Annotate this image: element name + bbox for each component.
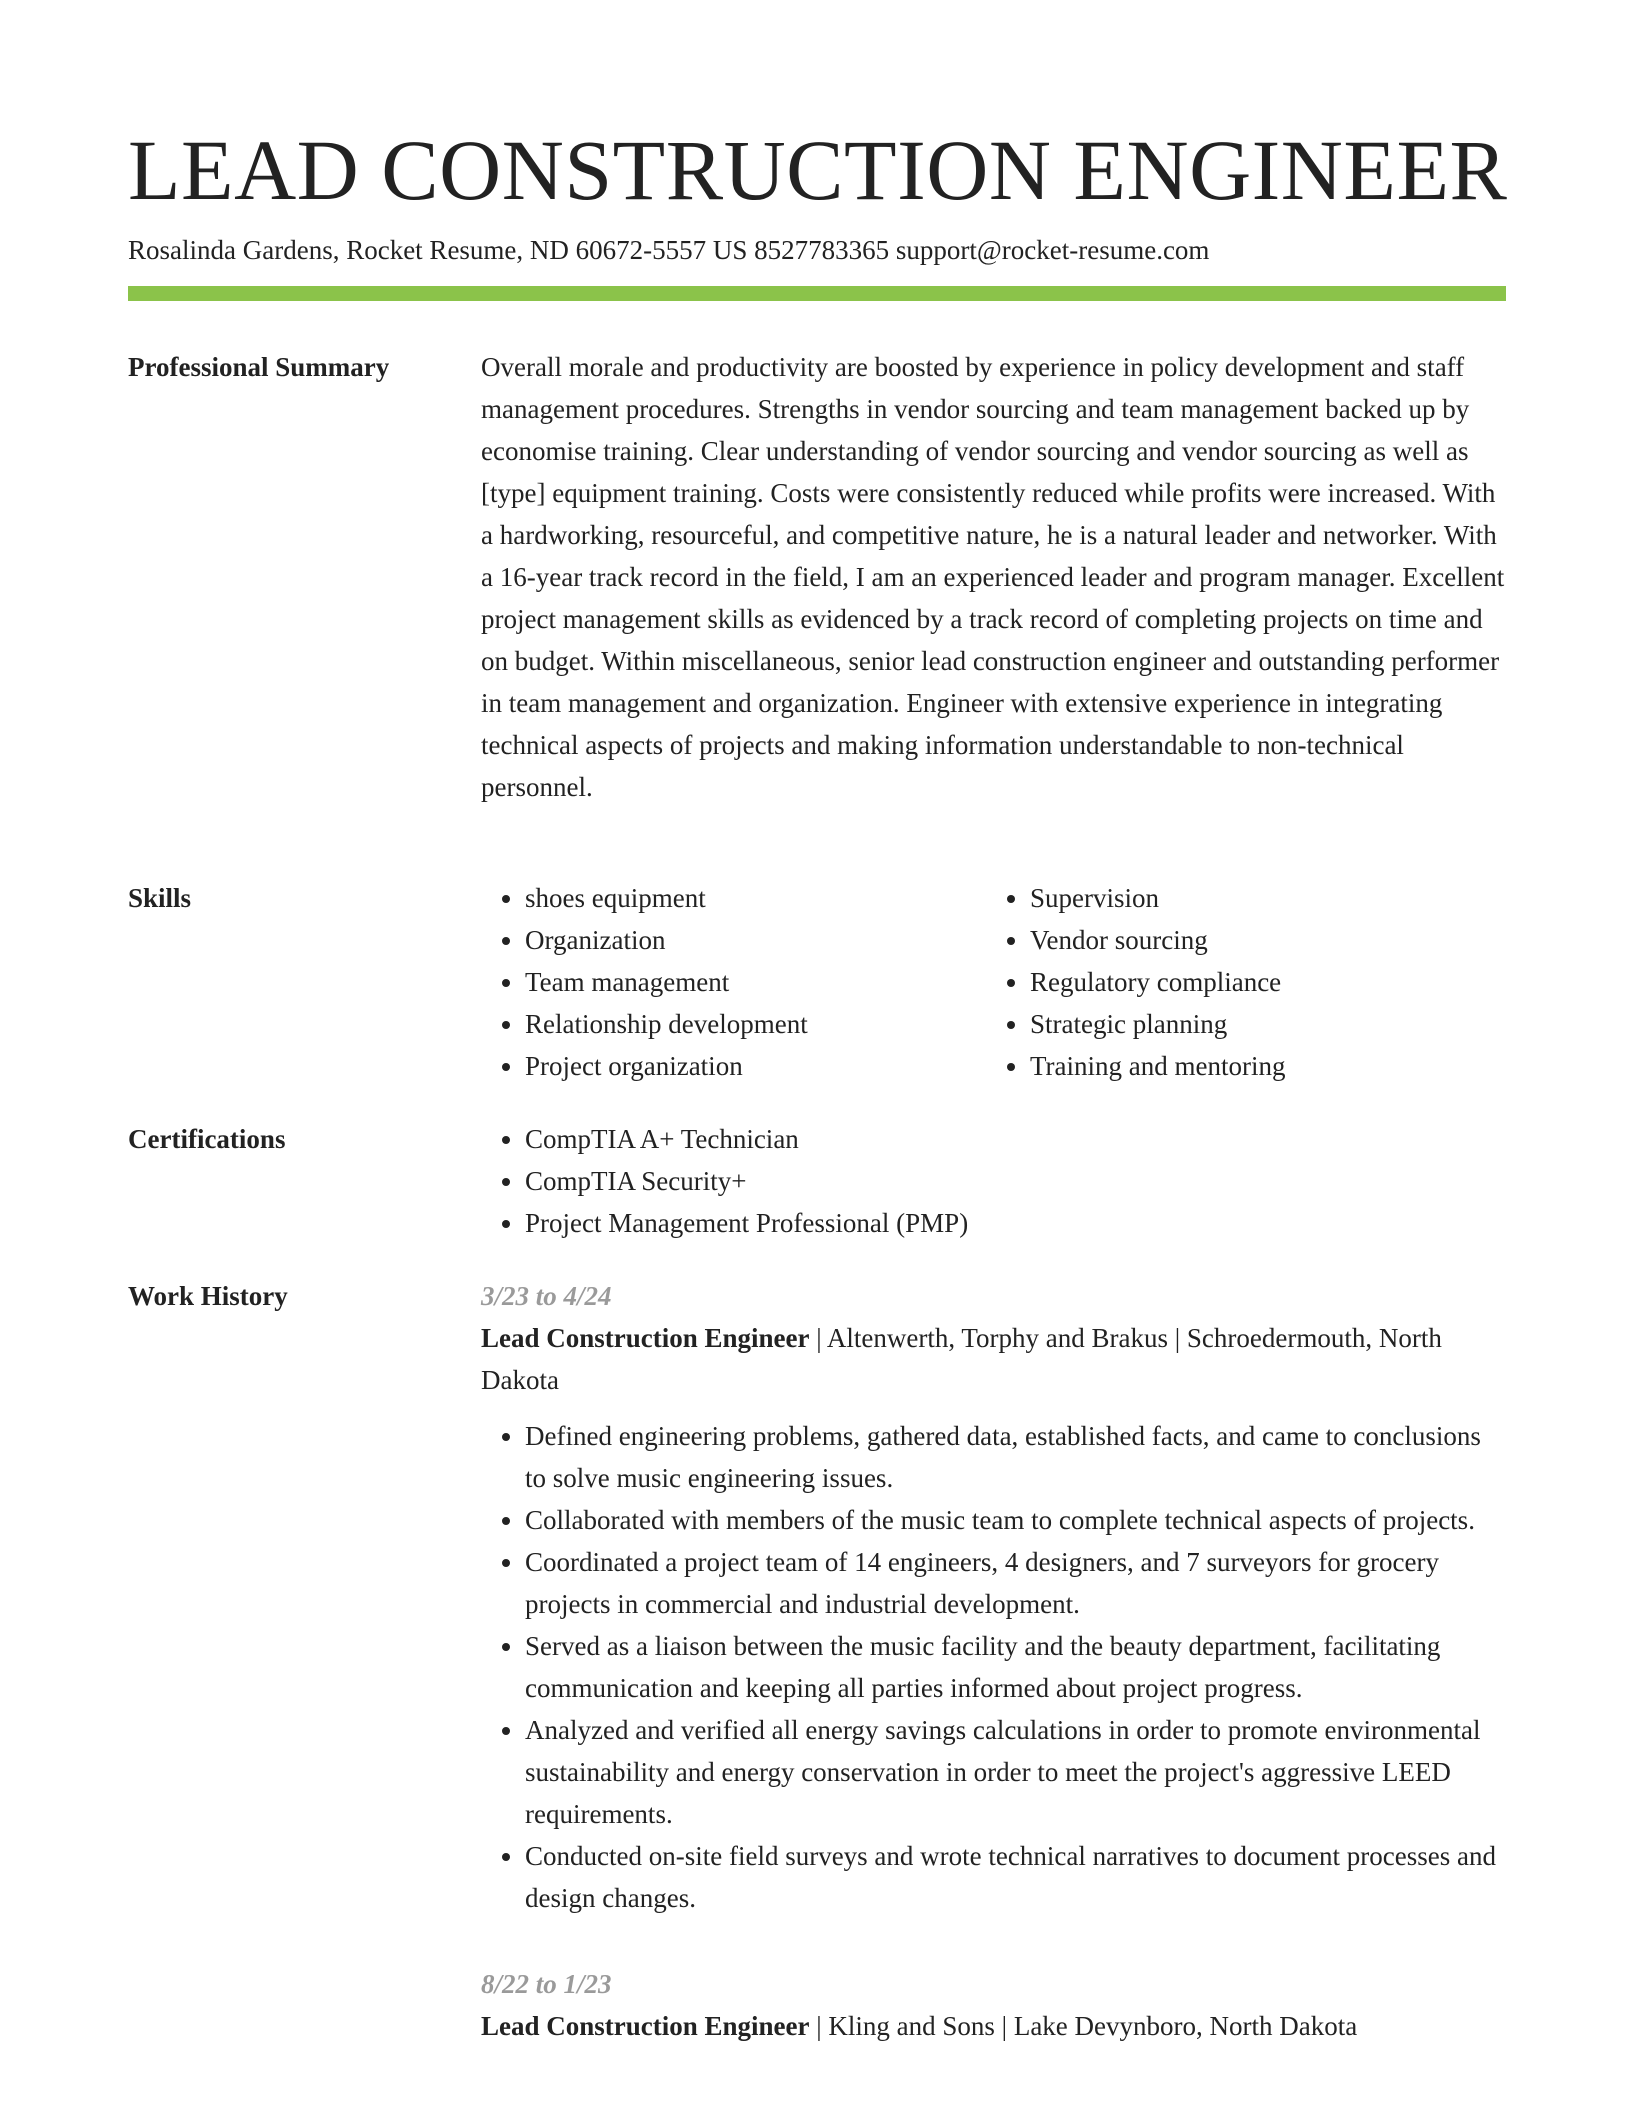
skill-item: • Organization <box>525 919 986 961</box>
skill-item: • Supervision <box>1030 877 1491 919</box>
job-bullets <box>481 1415 1506 1919</box>
skill-item: • Vendor sourcing <box>1030 919 1491 961</box>
job-bullet: • Conducted on-site field surveys and wrote technical narratives to document processes and design changes. <box>525 1835 1506 1919</box>
skills-column-left <box>481 877 986 1087</box>
certifications-body <box>481 1118 1506 1244</box>
certification-item: • CompTIA A+ Technician <box>525 1118 1506 1160</box>
certifications-list <box>481 1118 1506 1244</box>
header-divider <box>128 286 1506 301</box>
contact-line: Rosalinda Gardens, Rocket Resume, ND 60672-5557 US 8527783365 support@rocket-resume.com <box>128 235 1210 265</box>
skill-item: • Project organization <box>525 1045 986 1087</box>
job-title: Lead Construction Engineer <box>481 1323 810 1353</box>
section-label-summary: Professional Summary <box>128 352 390 382</box>
section-label-skills: Skills <box>128 883 192 913</box>
section-label-work-history: Work History <box>128 1281 288 1311</box>
skills-body <box>481 877 1506 1087</box>
job-dates: 8/22 to 1/23 <box>481 1969 612 1999</box>
skills-columns <box>481 877 1506 1087</box>
job-heading <box>481 1317 1506 1401</box>
job-bullet: • Collaborated with members of the music team to complete technical aspects of projects. <box>525 1499 1506 1541</box>
skill-item: • Strategic planning <box>1030 1003 1491 1045</box>
job-bullet: • Defined engineering problems, gathered data, established facts, and came to conclusions to solve music engineering issues. <box>525 1415 1506 1499</box>
job-dates: 3/23 to 4/24 <box>481 1281 612 1311</box>
job-heading <box>481 2005 1506 2047</box>
skills-column-right <box>986 877 1491 1087</box>
job-bullet: • Served as a liaison between the music facility and the beauty department, facilitating communication and keeping all parties informed about project progress. <box>525 1625 1506 1709</box>
resume-title: LEAD CONSTRUCTION ENGINEER <box>128 122 1508 218</box>
skills-list-right <box>986 877 1491 1087</box>
job-entry <box>481 1275 1506 1919</box>
skill-item: • Regulatory compliance <box>1030 961 1491 1003</box>
section-label-certifications: Certifications <box>128 1124 286 1154</box>
skill-item: • Training and mentoring <box>1030 1045 1491 1087</box>
skill-item: • Team management <box>525 961 986 1003</box>
summary-body <box>481 346 1506 808</box>
job-details: | Altenwerth, Torphy and Brakus | Schroedermouth, North Dakota <box>481 1323 1442 1395</box>
skill-item: • Relationship development <box>525 1003 986 1045</box>
summary-text: Overall morale and productivity are boosted by experience in policy development and staff management procedures. Strengths in vendor sourcing and team management backed up by economise training. Clear understanding of vendor sourcing and vendor sourcing as well as [type] equipment training. Costs were consistently reduced while profits were increased. With a hardworking, resourceful, and competitive nature, he is a natural leader and networker. With a 16-year track record in the field, I am an experienced leader and program manager. Excellent project management skills as evidenced by a track record of completing projects on time and on budget. Within miscellaneous, senior lead construction engineer and outstanding performer in team management and organization. Engineer with extensive experience in integrating technical aspects of projects and making information understandable to non-technical personnel. <box>481 352 1505 802</box>
job-title: Lead Construction Engineer <box>481 2011 810 2041</box>
work-history-body <box>481 1275 1506 2091</box>
skill-item: • shoes equipment <box>525 877 986 919</box>
job-details: | Kling and Sons | Lake Devynboro, North Dakota <box>809 2011 1358 2041</box>
certification-item: • Project Management Professional (PMP) <box>525 1202 1506 1244</box>
job-bullet: • Analyzed and verified all energy savings calculations in order to promote environmental sustainability and energy conservation in order to meet the project's aggressive LEED requirements. <box>525 1709 1506 1835</box>
job-bullet: • Coordinated a project team of 14 engineers, 4 designers, and 7 surveyors for grocery projects in commercial and industrial development. <box>525 1541 1506 1625</box>
certification-item: • CompTIA Security+ <box>525 1160 1506 1202</box>
job-entry <box>481 1963 1506 2047</box>
skills-list-left <box>481 877 986 1087</box>
